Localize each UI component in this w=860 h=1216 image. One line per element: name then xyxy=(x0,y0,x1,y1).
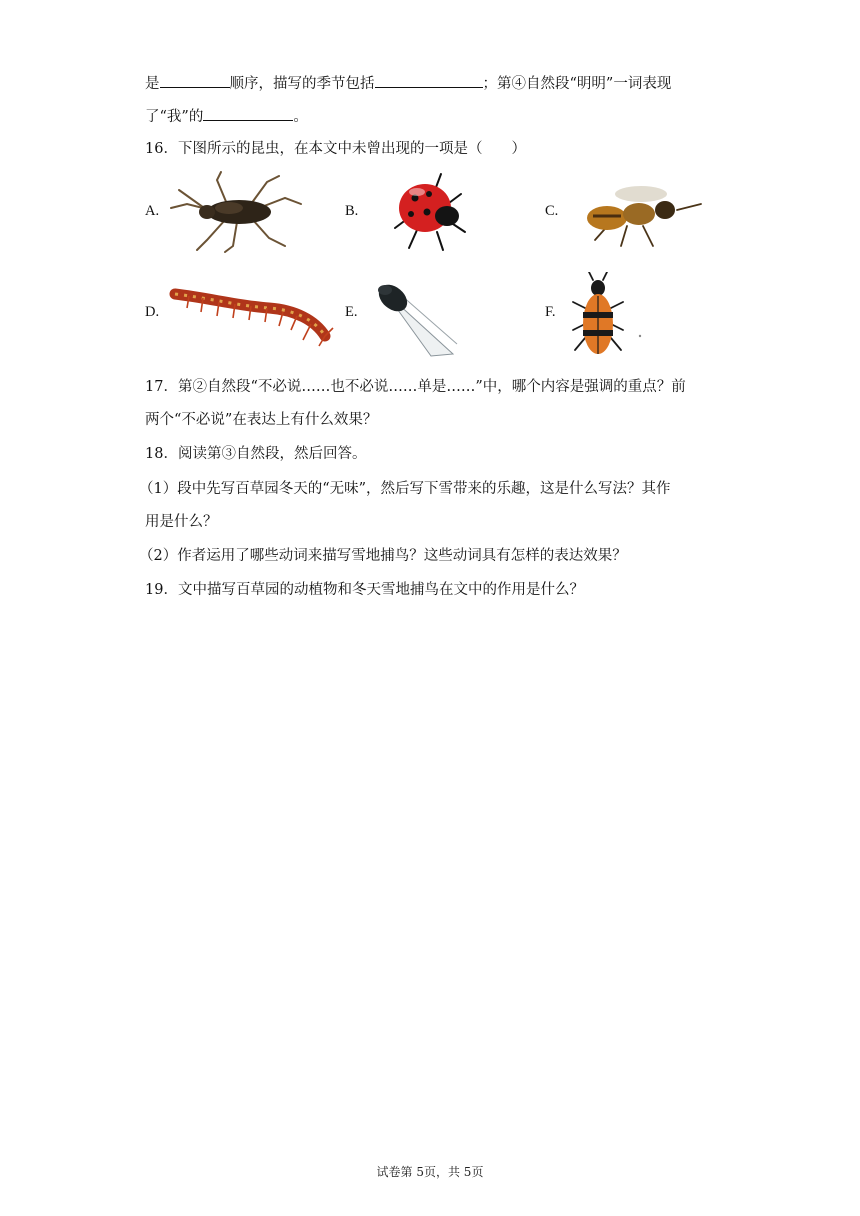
option-e-label: E. xyxy=(345,304,358,320)
q18-stem: 18．阅读第③自然段，然后回答。 xyxy=(145,446,367,462)
blister-beetle-image xyxy=(569,272,645,362)
q18-sub1-line1: （1）段中先写百草园冬天的“无味”，然后写下雪带来的乐趣，这是什么写法？其作 xyxy=(139,481,671,497)
cricket-image xyxy=(167,168,307,254)
q15-text-c: ；第④自然段“明明”一词表现 xyxy=(482,76,672,92)
answer-blank-3[interactable] xyxy=(203,106,293,121)
page-footer: 试卷第 5页，共 5页 xyxy=(376,1165,484,1179)
q15-text-a: 是 xyxy=(145,76,160,92)
option-b-label: B. xyxy=(345,203,359,219)
q15-line2 xyxy=(145,106,308,127)
q18-sub2: （2）作者运用了哪些动词来描写雪地捕鸟？这些动词具有怎样的表达效果？ xyxy=(139,548,627,564)
option-d-label: D. xyxy=(145,304,160,320)
q18-sub1-line2: 用是什么？ xyxy=(145,514,218,530)
centipede-image xyxy=(169,284,335,350)
bee-image xyxy=(581,180,705,250)
q17-line2: 两个“不必说”在表达上有什么效果？ xyxy=(145,412,378,428)
option-c-label: C. xyxy=(545,203,559,219)
q15-text-d: 了“我”的 xyxy=(145,109,204,125)
answer-blank-2[interactable] xyxy=(375,73,483,88)
q15-text-e: 。 xyxy=(293,109,308,125)
ladybug-image xyxy=(387,170,471,252)
q16-stem: 16．下图所示的昆虫，在本文中未曾出现的一项是（ ） xyxy=(145,141,526,157)
q17-line1: 17．第②自然段“不必说……也不必说……单是……”中，哪个内容是强调的重点？前 xyxy=(145,379,686,395)
option-f-label: F. xyxy=(545,304,556,320)
q15-text-b: 顺序，描写的季节包括 xyxy=(229,76,375,92)
option-a-label: A. xyxy=(145,203,160,219)
answer-blank-1[interactable] xyxy=(160,73,230,88)
q15-line1 xyxy=(145,73,671,94)
cicada-image xyxy=(371,276,459,362)
q19-stem: 19．文中描写百草园的动植物和冬天雪地捕鸟在文中的作用是什么？ xyxy=(145,582,584,598)
